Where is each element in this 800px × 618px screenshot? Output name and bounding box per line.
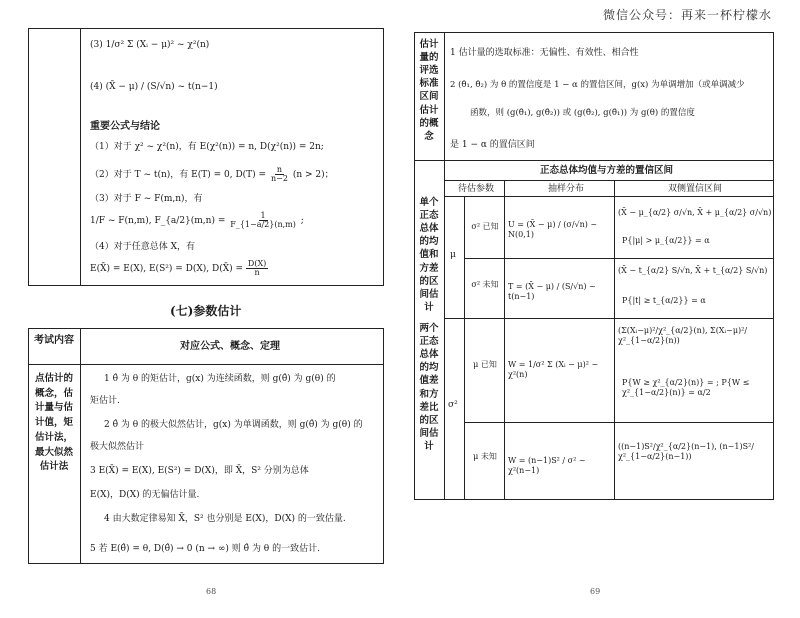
row1-probability: P{|μ| > μ_{α/2}} = α	[622, 236, 710, 245]
estimation-line-7: 4 由大数定律易知 X̄，S² 也分别是 E(X)，D(X) 的一致估量.	[104, 514, 346, 524]
row3-probability: P{W ≥ χ²_{α/2}(n)} = ; P{W ≤ χ²_{1−α/2}(n)} = α/2	[622, 378, 750, 398]
row1-condition: σ² 已知	[471, 222, 499, 231]
criteria-line-4: 是 1 − α 的置信区间	[450, 140, 535, 150]
estimation-line-1: 1 θ̂ 为 θ 的矩估计，g(x) 为连续函数，则 g(θ̂) 为 g(θ) 的	[104, 374, 336, 384]
fraction-f-inverse: $\frac{1}{F\_\{1-a/2\}(n,m)}$	[230, 211, 296, 229]
row2-probability: P{|t| ≥ t_{α/2}} = α	[622, 296, 706, 305]
criteria-line-3: 函数，则 (g(θ̂₁), g(θ̂₂)) 或 (g(θ̂₂), g(θ̂₁)) 为 g(θ) 的置信度	[470, 108, 695, 118]
estimation-line-3: 2 θ̂ 为 θ 的极大似然估计，g(x) 为单调函数，则 g(θ̂) 为 g(θ) 的	[104, 420, 363, 430]
estimation-line-5: 3 E(X̄) = E(X), E(S²) = D(X)，即 X̄，S² 分别为总体	[90, 466, 309, 476]
fraction-dx-over-n: $\frac{D(X)}{n}$	[247, 259, 267, 277]
page-number-left: 68	[206, 587, 217, 596]
page-number-right: 69	[590, 587, 601, 596]
conclusion-4: （4）对于任意总体 X，有	[90, 242, 195, 252]
table-row-label: 点估计的概念，估计量与估计值，矩估计法，最大似然估计法	[34, 373, 73, 473]
param-mu: μ	[450, 250, 456, 260]
row1-interval: (X̄ − μ_{α/2} σ/√n, X̄ + μ_{α/2} σ/√n)	[618, 208, 772, 217]
col-header-param: 待估参数	[458, 184, 495, 194]
table-header-formulas: 对应公式、概念、定理	[180, 341, 280, 352]
estimation-line-6: E(X)，D(X) 的无偏估计量.	[90, 490, 200, 500]
ci-table-title: 正态总体均值与方差的置信区间	[540, 165, 674, 176]
col-header-ci: 双侧置信区间	[668, 184, 723, 194]
two-population-label: 两个正态总体的均值差和方差比的区间估计	[419, 323, 439, 452]
formula-box	[28, 28, 384, 286]
right-page	[400, 0, 800, 618]
conclusion-4-formula: E(X̄) = E(X), E(S²) = D(X), D(X̄) = $\frac{D(X)}{n}$	[90, 259, 267, 277]
single-population-label: 单个正态总体的均值和方差的区间估计	[419, 197, 439, 313]
row3-interval: (Σ(Xᵢ−μ)²/χ²_{α/2}(n), Σ(Xᵢ−μ)²/χ²_{1−α/2}(n))	[618, 326, 748, 346]
estimation-line-4: 极大似然估计	[90, 442, 145, 452]
estimation-line-2: 矩估计.	[90, 396, 120, 406]
estimation-line-8: 5 若 E(θ̂) = θ, D(θ̂) → 0 (n → ∞) 则 θ̂ 为 θ 的一致估计.	[90, 544, 320, 554]
fraction-n-over-n-2: $\frac{n}{n-2}$	[270, 165, 288, 183]
row4-distribution: W = (n−1)S² / σ² ~ χ²(n−1)	[508, 456, 586, 476]
criteria-label: 估计量的评选标准区间估计的概念	[419, 39, 439, 142]
formula-3: (3) 1/σ² Σ (Xᵢ − μ)² ~ χ²(n)	[90, 40, 210, 50]
criteria-line-2: 2 (θ̂₁, θ̂₂) 为 θ 的置信度是 1 − α 的置信区间，g(x) 为单调增加（或单调减少	[450, 80, 745, 90]
row2-condition: σ² 未知	[471, 280, 499, 289]
conclusion-3: （3）对于 F ~ F(m,n)，有	[90, 194, 203, 204]
section-title: (七)参数估计	[170, 304, 242, 318]
row2-distribution: T = (X̄ − μ) / (S/√n) ~ t(n−1)	[508, 282, 596, 302]
row4-condition: μ 未知	[473, 452, 497, 461]
conclusion-3-formula: 1/F ~ F(n,m), F_{a/2}(m,n) = $\frac{1}{F\_\{1-a/2\}(n,m)}$ ;	[90, 211, 304, 229]
row1-distribution: U = (X̄ − μ) / (σ/√n) ~ N(0,1)	[508, 220, 598, 240]
row3-condition: μ 已知	[473, 360, 497, 369]
col-header-dist: 抽样分布	[548, 184, 585, 194]
criteria-line-1: 1 估计量的选取标准：无偏性、有效性、相合性	[450, 48, 639, 58]
row3-distribution: W = 1/σ² Σ (Xᵢ − μ)² ~ χ²(n)	[508, 360, 599, 380]
row4-interval: ((n−1)S²/χ²_{α/2}(n−1), (n−1)S²/χ²_{1−α/2}(n−1))	[618, 442, 754, 462]
conclusion-2: （2）对于 T ~ t(n)，有 E(T) = 0, D(T) = $\frac{n}{n-2}$ (n > 2)；	[90, 165, 334, 183]
table-header-content: 考试内容	[34, 335, 74, 346]
formula-4: (4) (X̄ − μ) / (S/√n) ~ t(n−1)	[90, 82, 218, 92]
param-sigma2: σ²	[448, 400, 458, 410]
conclusion-1: （1）对于 χ² ~ χ²(n)，有 E(χ²(n)) = n, D(χ²(n)) = 2n;	[90, 142, 324, 152]
page-header: 微信公众号：再来一杯柠檬水	[602, 8, 772, 22]
key-results-heading: 重要公式与结论	[90, 121, 160, 132]
row2-interval: (X̄ − t_{α/2} S/√n, X̄ + t_{α/2} S/√n)	[618, 266, 768, 275]
